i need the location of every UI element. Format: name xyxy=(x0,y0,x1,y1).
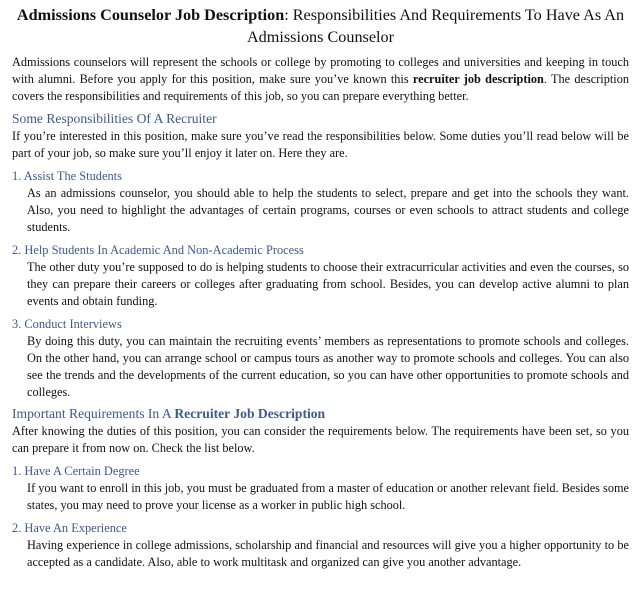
intro-bold-keyword: recruiter job description xyxy=(412,72,544,86)
title-bold: Admissions Counselor Job Description xyxy=(16,6,285,24)
responsibilities-heading: Some Responsibilities Of A Recruiter xyxy=(12,111,217,126)
responsibility-body-3: By doing this duty, you can maintain the recruiting events’ members as representations to promote schools and colleges. On the other hand, you can arrange school or campus tours as another way to promote schools and colleges. You can also see the trends and the developments of the current education, so you can have other opportunities to promote schools and colleges. xyxy=(27,334,629,399)
responsibility-heading-2: 2. Help Students In Academic And Non-Academic Process xyxy=(12,243,304,257)
requirement-body-1: If you want to enroll in this job, you must be graduated from a master of education or another relevant field. Besides some states, you may need to prove your license as a worker in public high school. xyxy=(27,481,629,512)
intro-paragraph xyxy=(12,54,629,105)
requirements-heading-plain: Important Requirements In A xyxy=(12,406,175,421)
requirement-heading-1: 1. Have A Certain Degree xyxy=(12,464,140,478)
requirement-body-2: Having experience in college admissions, scholarship and financial and resources will give you a higher opportunity to be accepted as a candidate. Also, able to work multitask and organized can give you another advantage. xyxy=(27,538,629,569)
requirements-heading xyxy=(12,405,629,423)
page-title xyxy=(12,4,629,48)
title-rest: : Responsibilities And Requirements To Have As An Admissions Counselor xyxy=(246,6,625,46)
intro-part1: Admissions counselors will represent the schools or college by promoting to colleges and universities and keeping in touch with alumni. Before you apply for this position, make sure you’ve known this xyxy=(12,55,629,86)
requirement-heading-2: 2. Have An Experience xyxy=(12,521,127,535)
requirements-heading-bold: Recruiter Job Description xyxy=(174,406,326,421)
responsibility-heading-3: 3. Conduct Interviews xyxy=(12,317,122,331)
responsibility-body-2: The other duty you’re supposed to do is helping students to choose their extracurricular activities and even the courses, so they can prepare their careers or colleges after graduating from school. Besides, you can develop active alumni to plan events and obtain funding. xyxy=(27,260,629,308)
responsibilities-intro: If you’re interested in this position, make sure you’ve read the responsibilities below. Some duties you’ll read below will be part of your job, so make sure you’ll enjoy it later on. Here they are. xyxy=(12,129,629,160)
responsibility-body-1: As an admissions counselor, you should able to help the students to select, prepare and get into the schools they want. Also, you need to highlight the advantages of certain programs, courses or even schools to attract students and college students. xyxy=(27,186,629,234)
intro-part2: . The description covers the responsibilities and requirements of this job, so you can prepare everything better. xyxy=(12,72,630,103)
responsibility-heading-1: 1. Assist The Students xyxy=(12,169,122,183)
requirements-intro: After knowing the duties of this position, you can consider the requirements below. The requirements have been set, so you can prepare it from now on. Check the list below. xyxy=(12,424,629,455)
